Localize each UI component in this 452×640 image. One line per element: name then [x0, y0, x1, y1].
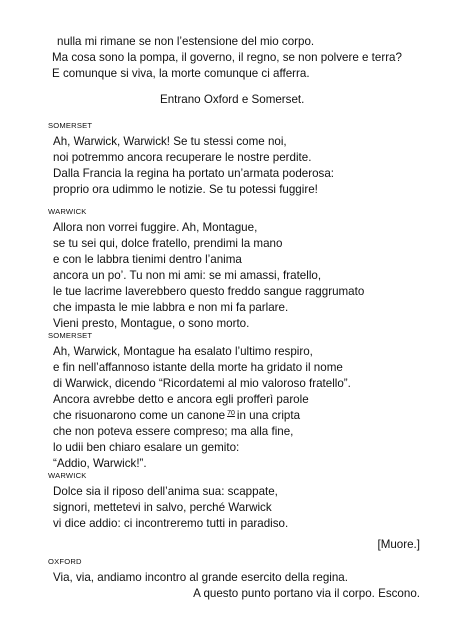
verse-line: E comunque si viva, la morte comunque ci afferra. — [52, 67, 310, 80]
footnote-reference[interactable]: 70 — [227, 410, 235, 417]
speaker-name: WARWICK — [48, 207, 87, 216]
verse-line: Via, via, andiamo incontro al grande esercito della regina. — [53, 571, 348, 584]
verse-line: “Addio, Warwick!”. — [53, 457, 147, 470]
verse-line: noi potremmo ancora recuperare le nostre perdite. — [53, 151, 312, 164]
verse-line: signori, mettetevi in salvo, perché Warwick — [53, 501, 272, 514]
stage-direction-exit: [Muore.] — [377, 538, 420, 551]
verse-line: Dolce sia il riposo dell’anima sua: scappate, — [53, 485, 278, 498]
verse-line: Ancora avrebbe detto e ancora egli profferì parole — [53, 393, 309, 406]
verse-line: proprio ora udimmo le notizie. Se tu potessi fuggire! — [53, 183, 318, 196]
stage-direction-entrance: Entrano Oxford e Somerset. — [160, 93, 305, 106]
stage-direction-exit: A questo punto portano via il corpo. Escono. — [193, 587, 420, 600]
speaker-name: SOMERSET — [48, 331, 93, 340]
verse-line: Ah, Warwick, Warwick! Se tu stessi come noi, — [53, 135, 287, 148]
verse-line: Ah, Warwick, Montague ha esalato l’ultimo respiro, — [53, 345, 313, 358]
speaker-name: SOMERSET — [48, 121, 93, 130]
verse-line — [53, 408, 300, 424]
verse-line: Allora non vorrei fuggire. Ah, Montague, — [53, 221, 258, 234]
verse-line: e fin nell’affannoso istante della morte ha gridato il nome — [53, 361, 343, 374]
verse-line: e con le labbra tienimi dentro l’anima — [53, 253, 242, 266]
verse-line: che non poteva essere compreso; ma alla fine, — [53, 425, 294, 438]
verse-line: se tu sei qui, dolce fratello, prendimi la mano — [53, 237, 283, 250]
verse-line: Vieni presto, Montague, o sono morto. — [53, 317, 250, 330]
verse-line: nulla mi rimane se non l’estensione del mio corpo. — [57, 35, 315, 48]
verse-line: Ma cosa sono la pompa, il governo, il regno, se non polvere e terra? — [52, 51, 402, 64]
speaker-name: OXFORD — [48, 557, 82, 566]
verse-line: di Warwick, dicendo “Ricordatemi al mio valoroso fratello”. — [53, 377, 351, 390]
verse-line: Dalla Francia la regina ha portato un’armata poderosa: — [53, 167, 334, 180]
verse-line: ancora un po’. Tu non mi ami: se mi amassi, fratello, — [53, 269, 322, 282]
verse-line: lo udii ben chiaro esalare un gemito: — [53, 441, 240, 454]
verse-line: che impasta le mie labbra e non mi fa parlare. — [53, 301, 289, 314]
verse-line-text: che risuonarono come un canone — [53, 409, 226, 422]
verse-line: le tue lacrime laverebbero questo freddo sangue raggrumato — [53, 285, 365, 298]
verse-line: vi dice addio: ci incontreremo tutti in paradiso. — [53, 517, 289, 530]
verse-line-tail: in una cripta — [236, 409, 301, 422]
speaker-name: WARWICK — [48, 471, 87, 480]
